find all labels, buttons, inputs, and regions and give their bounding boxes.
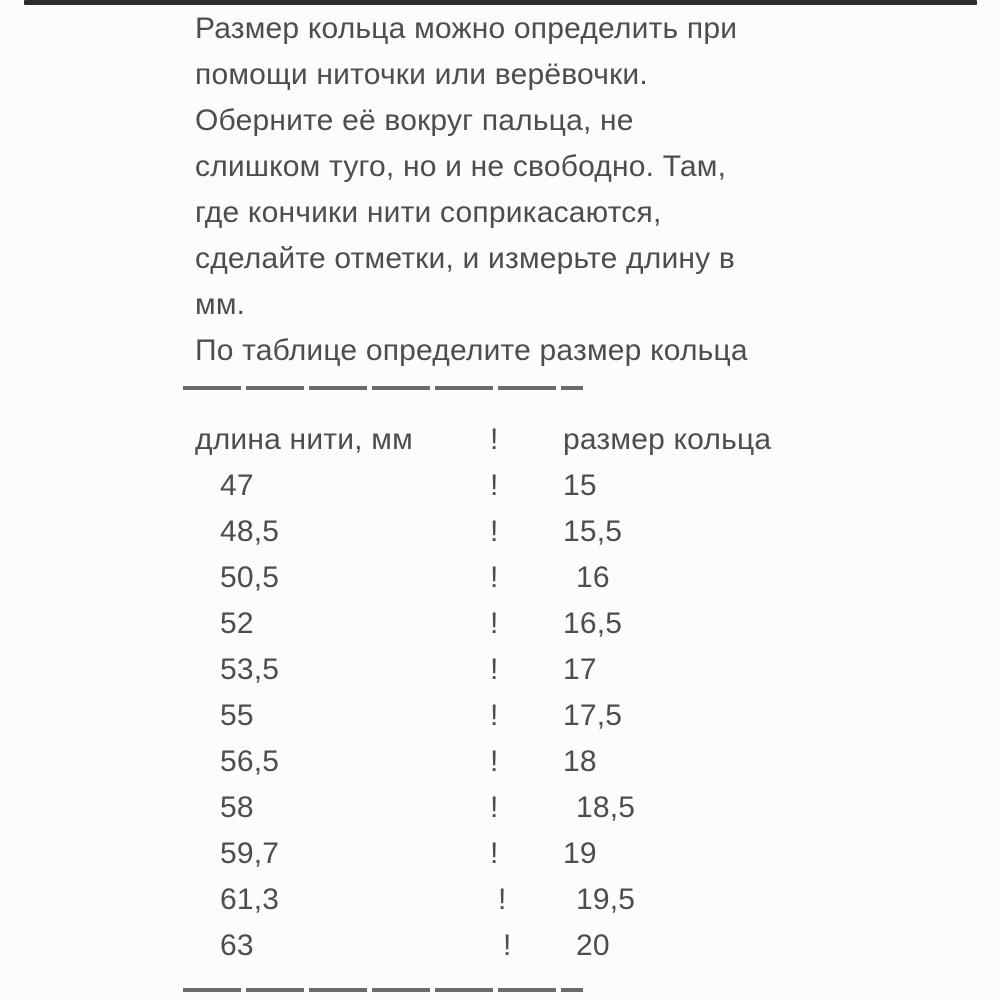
cell-length: 59,7 <box>220 837 280 870</box>
cell-size: 19,5 <box>576 883 636 916</box>
instructions-line: помощи ниточки или верёвочки. <box>195 58 648 91</box>
cell-separator: ! <box>490 561 499 594</box>
cell-length: 56,5 <box>220 745 280 778</box>
cell-separator: ! <box>490 837 499 870</box>
cell-size: 18,5 <box>576 791 636 824</box>
instructions-paragraph <box>195 6 835 374</box>
top-edge-bar <box>24 0 977 5</box>
column-header-length: длина нити, мм <box>195 423 413 456</box>
cell-separator: ! <box>498 883 507 916</box>
table-row <box>195 601 835 647</box>
cell-length: 47 <box>220 469 254 502</box>
cell-separator: ! <box>490 469 499 502</box>
cell-size: 16 <box>576 561 610 594</box>
table-row <box>195 923 835 969</box>
table-row <box>195 463 835 509</box>
cell-size: 19 <box>563 837 597 870</box>
cell-size: 20 <box>576 929 610 962</box>
cell-separator: ! <box>490 699 499 732</box>
table-row <box>195 877 835 923</box>
cell-length: 61,3 <box>220 883 280 916</box>
column-separator: ! <box>490 423 499 456</box>
cell-separator: ! <box>490 791 499 824</box>
cell-separator: ! <box>490 515 499 548</box>
cell-size: 15 <box>563 469 597 502</box>
table-row <box>195 509 835 555</box>
cell-separator: ! <box>503 929 512 962</box>
table-row <box>195 647 835 693</box>
cell-length: 58 <box>220 791 254 824</box>
table-row <box>195 739 835 785</box>
table-row <box>195 555 835 601</box>
cell-separator: ! <box>490 653 499 686</box>
cell-length: 63 <box>220 929 254 962</box>
cell-size: 17,5 <box>563 699 623 732</box>
table-header-row <box>195 417 835 463</box>
instructions-line: слишком туго, но и не свободно. Там, <box>195 150 727 183</box>
divider-top <box>183 386 583 390</box>
cell-length: 53,5 <box>220 653 280 686</box>
table-row <box>195 693 835 739</box>
table-row <box>195 785 835 831</box>
cell-size: 18 <box>563 745 597 778</box>
divider-bottom <box>183 988 583 992</box>
table-row <box>195 831 835 877</box>
cell-size: 15,5 <box>563 515 623 548</box>
cell-length: 50,5 <box>220 561 280 594</box>
instructions-line: где кончики нити соприкасаются, <box>195 196 662 229</box>
cell-size: 17 <box>563 653 597 686</box>
cell-size: 16,5 <box>563 607 623 640</box>
instructions-line: Оберните её вокруг пальца, не <box>195 104 634 137</box>
instructions-line: мм. <box>195 288 246 321</box>
cell-length: 55 <box>220 699 254 732</box>
table-intro-text: По таблице определите размер кольца <box>195 334 748 367</box>
instructions-line: сделайте отметки, и измерьте длину в <box>195 242 736 275</box>
cell-separator: ! <box>490 607 499 640</box>
cell-length: 48,5 <box>220 515 280 548</box>
cell-separator: ! <box>490 745 499 778</box>
ring-size-table <box>195 417 835 969</box>
instructions-line: Размер кольца можно определить при <box>195 12 738 45</box>
column-header-size: размер кольца <box>563 423 772 456</box>
cell-length: 52 <box>220 607 254 640</box>
